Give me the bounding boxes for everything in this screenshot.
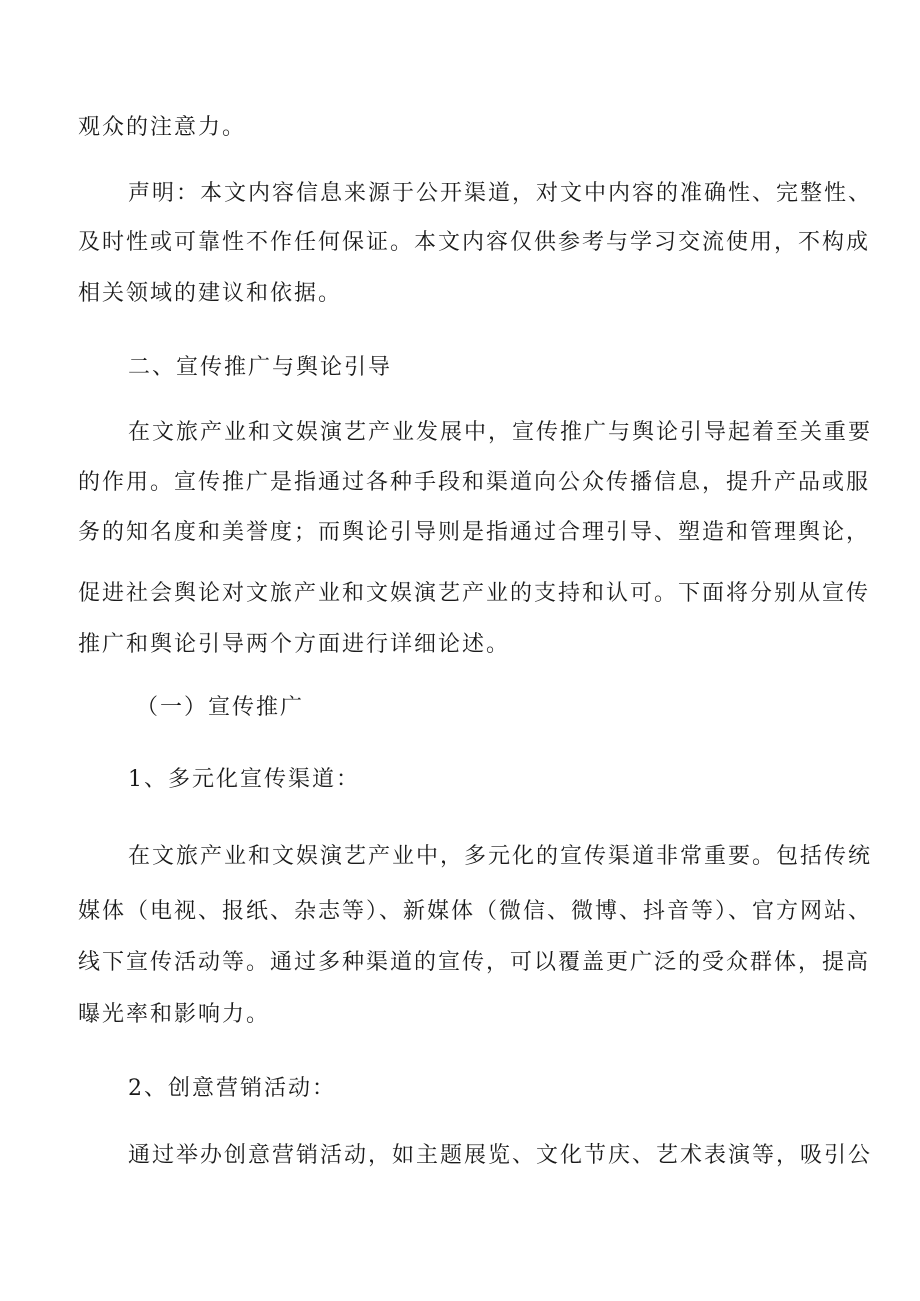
item-heading: 1、多元化宣传渠道：	[128, 767, 360, 792]
disclaimer-line: 及时性或可靠性不作任何保证。本文内容仅供参考与学习交流使用，不构成	[78, 230, 871, 255]
paragraph-line: 媒体（电视、报纸、杂志等）、新媒体（微信、微博、抖音等）、官方网站、	[78, 899, 873, 924]
paragraph-line: 观众的注意力。	[78, 115, 247, 140]
item-heading: 2、创意营销活动：	[128, 1076, 336, 1101]
paragraph-line: 的作用。宣传推广是指通过各种手段和渠道向公众传播信息，提升产品或服	[78, 470, 871, 495]
disclaimer-line: 声明：本文内容信息来源于公开渠道，对文中内容的准确性、完整性、	[128, 181, 873, 206]
paragraph-line: 线下宣传活动等。通过多种渠道的宣传，可以覆盖更广泛的受众群体，提高	[78, 950, 871, 975]
paragraph-line: 推广和舆论引导两个方面进行详细论述。	[78, 632, 511, 657]
section-heading: 二、宣传推广与舆论引导	[128, 355, 393, 380]
paragraph-line: 促进社会舆论对文旅产业和文娱演艺产业的支持和认可。下面将分别从宣传	[78, 581, 871, 606]
paragraph-line: 在文旅产业和文娱演艺产业中，多元化的宣传渠道非常重要。包括传统	[128, 844, 873, 869]
paragraph-line: 在文旅产业和文娱演艺产业发展中，宣传推广与舆论引导起着至关重要	[128, 420, 873, 445]
disclaimer-line: 相关领域的建议和依据。	[78, 281, 343, 306]
paragraph-line: 通过举办创意营销活动，如主题展览、文化节庆、艺术表演等，吸引公	[128, 1143, 873, 1168]
paragraph-line: 曝光率和影响力。	[78, 1002, 271, 1027]
subsection-heading: （一）宣传推广	[136, 695, 305, 720]
paragraph-line: 务的知名度和美誉度；而舆论引导则是指通过合理引导、塑造和管理舆论，	[78, 520, 871, 545]
